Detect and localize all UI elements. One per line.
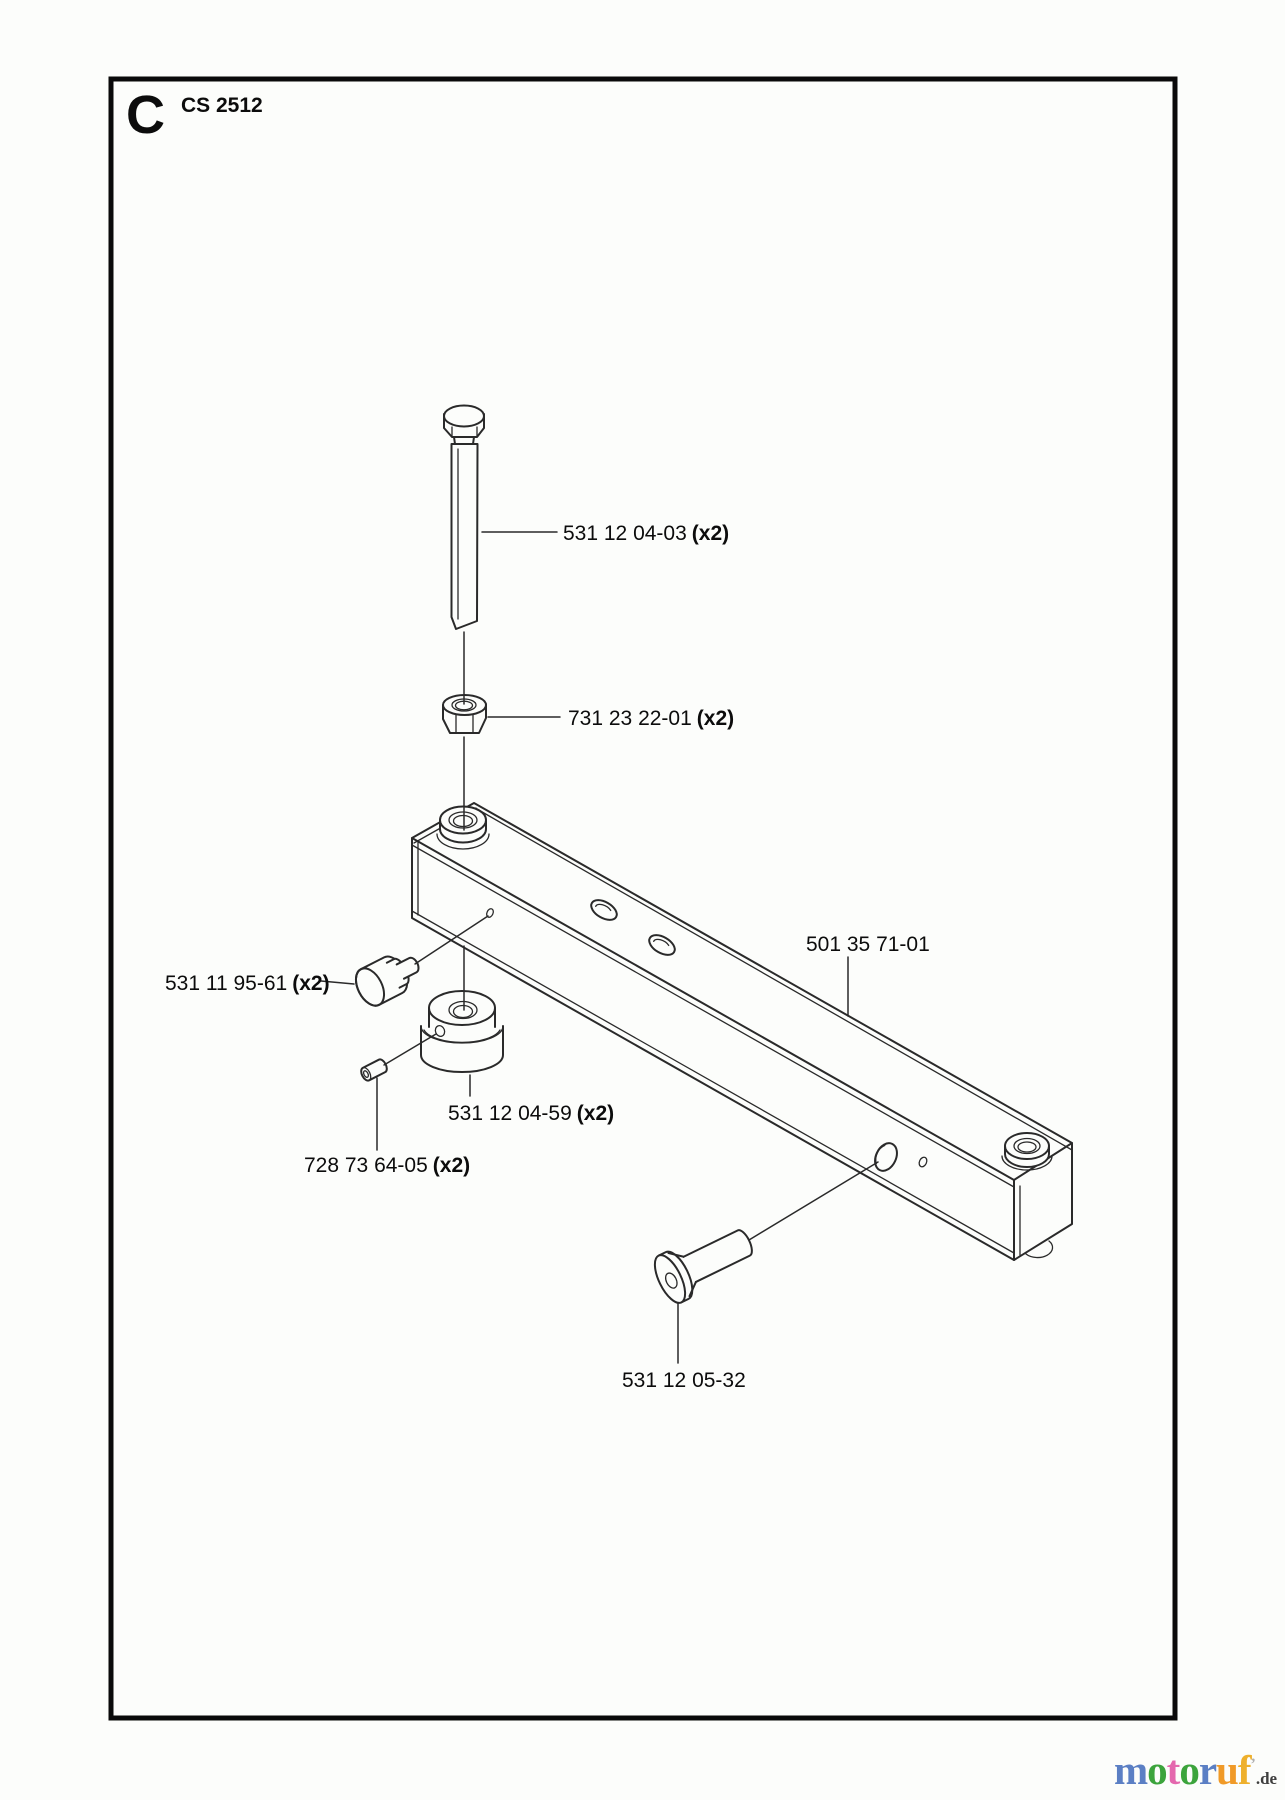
logo-letter: o xyxy=(1147,1747,1167,1793)
part-code: 531 12 05-32 xyxy=(622,1369,746,1392)
logo-tick: ’ xyxy=(1250,1756,1256,1773)
part-code: 728 73 64-05 xyxy=(304,1154,428,1177)
part-label-roller xyxy=(448,1102,614,1125)
part-code: 531 11 95-61 xyxy=(165,972,288,995)
logo-suffix: .de xyxy=(1255,1769,1278,1788)
knob-drawing xyxy=(350,945,426,1010)
logo-letter: u xyxy=(1216,1747,1238,1793)
part-label-hex-bolt xyxy=(563,522,729,545)
part-label-beam xyxy=(806,933,930,956)
carriage-bolt-drawing xyxy=(649,1217,761,1307)
section-letter: C xyxy=(126,85,165,145)
part-code: 531 12 04-03 xyxy=(563,522,687,545)
beam-drawing xyxy=(412,803,1072,1260)
part-label-set-screw xyxy=(304,1154,470,1177)
part-qty: (x2) xyxy=(292,972,330,995)
part-label-knob xyxy=(165,972,330,995)
part-qty: (x2) xyxy=(432,1154,471,1177)
part-code: 501 35 71-01 xyxy=(806,933,930,956)
part-qty: (x2) xyxy=(691,522,730,545)
part-qty: (x2) xyxy=(696,707,735,730)
hex-bolt-drawing xyxy=(444,406,484,630)
part-code: 731 23 22-01 xyxy=(568,707,692,730)
logo-letter: t xyxy=(1166,1747,1180,1793)
model-title: CS 2512 xyxy=(181,94,263,117)
logo-letter: m xyxy=(1114,1747,1148,1793)
part-qty: (x2) xyxy=(576,1102,615,1125)
logo-letter: f xyxy=(1237,1747,1251,1793)
part-code: 531 12 04-59 xyxy=(448,1102,572,1125)
roller-drawing xyxy=(421,991,503,1072)
part-label-carriage-bolt xyxy=(622,1369,746,1392)
part-label-lock-nut xyxy=(568,707,734,730)
logo-letter: r xyxy=(1198,1747,1217,1793)
set-screw-drawing xyxy=(359,1058,389,1082)
logo-letter: o xyxy=(1179,1747,1199,1793)
motoruf-logo[interactable] xyxy=(1114,1747,1285,1798)
